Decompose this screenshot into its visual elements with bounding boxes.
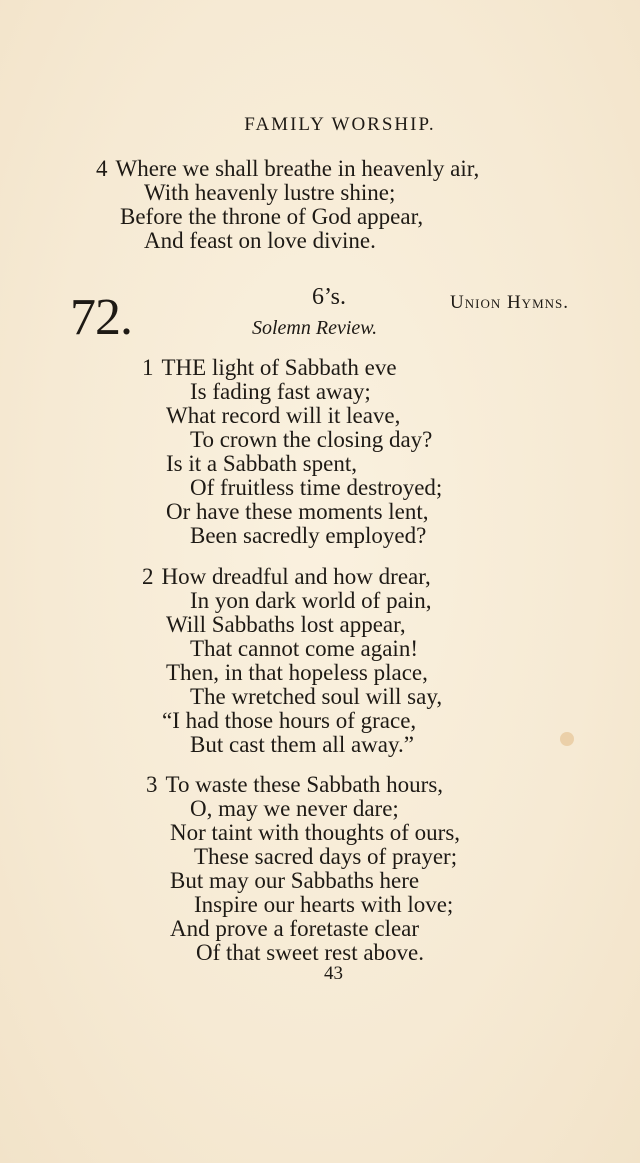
stanza-number: 3	[146, 772, 158, 797]
verse-line: Of that sweet rest above.	[196, 940, 425, 965]
verse-line: Is it a Sabbath spent,	[166, 451, 357, 476]
verse-line: Nor taint with thoughts of ours,	[170, 820, 461, 845]
verse-line: Or have these moments lent,	[166, 499, 429, 524]
verse-line: 2 How dreadful and how drear,	[142, 564, 431, 589]
verse-line: Inspire our hearts with love;	[194, 892, 454, 917]
stanza-number: 4	[96, 156, 108, 181]
stanza-2	[142, 565, 442, 757]
hymn-number: 72.	[70, 289, 132, 346]
verse-line: O, may we never dare;	[190, 796, 399, 821]
verse-line: Is fading fast away;	[190, 379, 371, 404]
verse-line: Of fruitless time destroyed;	[190, 475, 443, 500]
verse-line: Then, in that hopeless place,	[166, 660, 428, 685]
hymn-source: Union Hymns.	[450, 292, 570, 313]
verse-line: And prove a foretaste clear	[170, 916, 420, 941]
verse-line: With heavenly lustre shine;	[144, 180, 396, 205]
verse-line: To crown the closing day?	[190, 427, 433, 452]
verse-line: Been sacredly employed?	[190, 523, 427, 548]
verse-line: And feast on love divine.	[144, 228, 376, 253]
stanza-number: 1	[142, 355, 154, 380]
verse-line: These sacred days of prayer;	[194, 844, 458, 869]
verse-line: Will Sabbaths lost appear,	[166, 612, 406, 637]
verse-line: Before the throne of God appear,	[120, 204, 424, 229]
page-number: 43	[324, 963, 343, 984]
stanza-3	[146, 773, 460, 965]
running-head: FAMILY WORSHIP.	[244, 114, 436, 135]
verse-line: But may our Sabbaths here	[170, 868, 420, 893]
verse-line: 4 Where we shall breathe in heavenly air,	[96, 156, 480, 181]
stanza-number: 2	[142, 564, 154, 589]
verse-line: 1 THE light of Sabbath eve	[142, 355, 397, 380]
stanza-1	[142, 356, 442, 548]
verse-line: That cannot come again!	[190, 636, 418, 661]
verse-line: “I had those hours of grace,	[162, 708, 417, 733]
verse-line: The wretched soul will say,	[190, 684, 443, 709]
verse-line: What record will it leave,	[166, 403, 401, 428]
verse-line: But cast them all away.”	[190, 732, 414, 757]
verse-line: 3 To waste these Sabbath hours,	[146, 772, 444, 797]
paper-stain	[560, 732, 574, 746]
hymn-title: Solemn Review.	[252, 317, 378, 339]
verse-line: In yon dark world of pain,	[190, 588, 432, 613]
hymn-meter: 6’s.	[312, 284, 347, 310]
previous-hymn-stanza-4	[96, 157, 479, 253]
